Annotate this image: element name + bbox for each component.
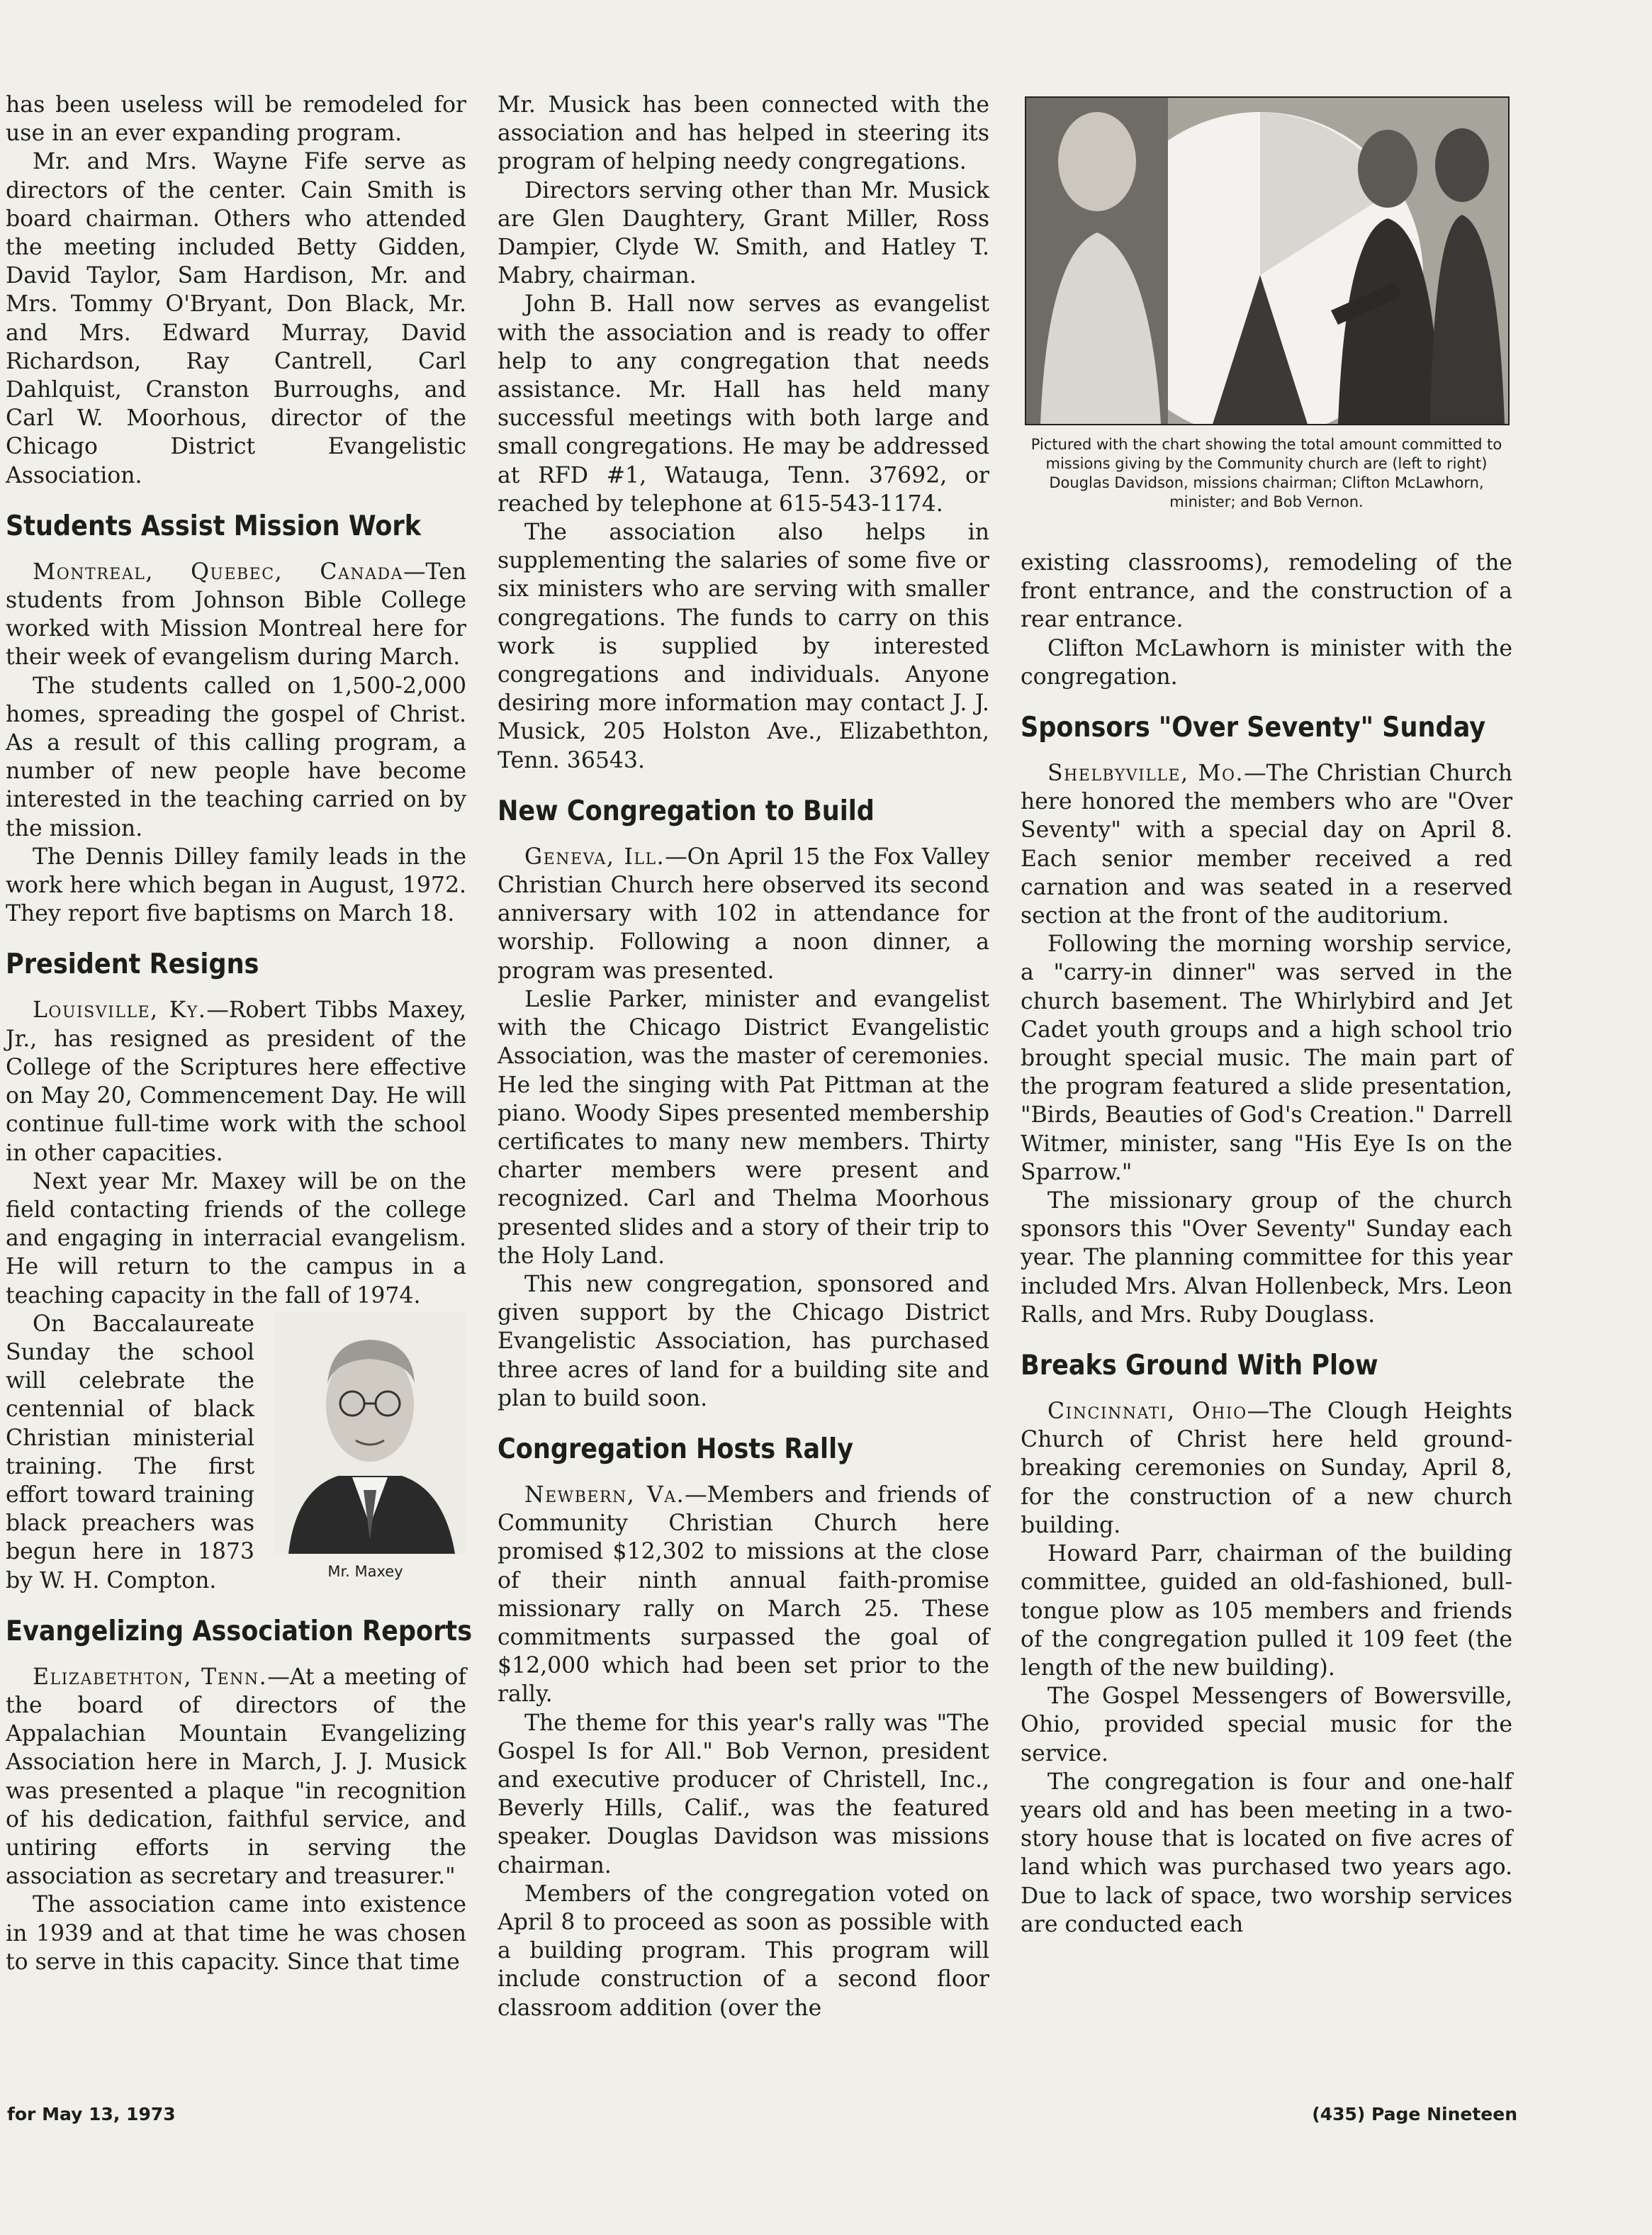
dateline: Shelbyville, Mo. [1047, 761, 1244, 787]
paragraph: Elizabethton, Tenn.—At a meeting of the board of directors of the Appalachian Mountain Evangelizing Association here in March, J. J. Musick was presented a plaque "in recognition of his dedication, faithful service, and untiring efforts in serving the association as secretary and treasurer." [6, 1664, 466, 1890]
paragraph: Cincinnati, Ohio—The Clough Heights Church of Christ here held ground-breaking ceremonies on Sunday, April 8, for the construction of a new church building. [1021, 1399, 1512, 1538]
paragraph: The Gospel Messengers of Bowersville, Ohio, provided special music for the service. [1021, 1684, 1512, 1766]
paragraph: Howard Parr, chairman of the building committee, guided an old-fashioned, bull-tongue plow as 105 members and friends of the congregation pulled it 109 feet (the length of the new building). [1021, 1541, 1512, 1681]
column-2 [498, 91, 989, 2022]
dateline: Newbern, Va. [524, 1481, 685, 1508]
paragraph: Newbern, Va.—Members and friends of Community Christian Church here promised $12,302 to missions at the close of their ninth annual faith-promise missionary rally on March 25. These commitments surpassed the goal of $12,000 which had been set prior to the rally. [498, 1481, 989, 1708]
paragraph: Mr. Musick has been connected with the association and has helped in steering its program of helping needy congregations. [498, 92, 989, 175]
paragraph: The students called on 1,500-2,000 homes, spreading the gospel of Christ. As a result of this calling program, a number of new people have become interested in the teaching carried on by the mission. [6, 673, 466, 841]
headline-congregation-hosts-rally: Congregation Hosts Rally [498, 1433, 853, 1465]
paragraph: Louisville, Ky.—Robert Tibbs Maxey, Jr., has resigned as president of the College of the Scriptures here effective on May 20, Commencement Day. He will continue full-time work with the school in other capacities. [6, 997, 466, 1166]
headline-president-resigns: President Resigns [6, 948, 259, 981]
paragraph: Directors serving other than Mr. Musick are Glen Daughtery, Grant Miller, Ross Dampier, Clyde W. Smith, and Hatley T. Mabry, chairman. [498, 177, 989, 289]
dateline: Elizabethton, Tenn. [33, 1664, 268, 1690]
paragraph: Members of the congregation voted on April 8 to proceed as soon as possible with a building program. This program will include construction of a second floor classroom addition (over the [498, 1881, 989, 2021]
paragraph: Shelbyville, Mo.—The Christian Church here honored the members who are "Over Seventy" with a special day on April 8. Each senior member received a red carnation and was seated in a reserved section at the front of the auditorium. [1021, 761, 1512, 929]
dateline: Montreal, Quebec, Canada [33, 559, 403, 585]
paragraph: has been useless will be remodeled for use in an ever expanding program. [6, 92, 466, 147]
paragraph: The association came into existence in 1939 and at that time he was chosen to serve in this capacity. Since that time [6, 1892, 466, 1975]
paragraph: Following the morning worship service, a "carry-in dinner" was served in the church basement. The Whirlybird and Jet Cadet youth groups and a high school trio brought special music. The main part of the program featured a slide presentation, "Birds, Beauties of God's Creation." Darrell Witmer, minister, sang "His Eye Is on the Sparrow." [1021, 931, 1512, 1185]
footer-page-number: (435) Page Nineteen [1312, 2104, 1517, 2124]
headline-evangelizing-association: Evangelizing Association Reports [6, 1615, 473, 1647]
dateline: Cincinnati, Ohio [1047, 1399, 1247, 1425]
paragraph: This new congregation, sponsored and given support by the Chicago District Evangelistic Association, has purchased three acres of land for a building site and plan to build soon. [498, 1271, 989, 1411]
paragraph: Geneva, Ill.—On April 15 the Fox Valley Christian Church here observed its second anniversary with 102 in attendance for worship. Following a noon dinner, a program was presented. [498, 844, 989, 984]
maxey-caption: Mr. Maxey [327, 1562, 403, 1580]
paragraph: John B. Hall now serves as evangelist with the association and is ready to offer help to any congregation that needs assistance. Mr. Hall has held many successful meetings with both large and small congregations. He may be addressed at RFD #1, Watauga, Tenn. 37692, or reached by telephone at 615-543-1174. [498, 291, 989, 517]
footer-date: for May 13, 1973 [7, 2104, 176, 2124]
paragraph: Next year Mr. Maxey will be on the field contacting friends of the college and engaging in interracial evangelism. He will return to the campus in a teaching capacity in the fall of 1974. [6, 1168, 466, 1309]
column-3 [1021, 96, 1512, 1939]
paragraph: The association also helps in supplementing the salaries of some five or six ministers who are serving with smaller congregations. The funds to carry on this work is supplied by interested congregations and individuals. Anyone desiring more information may contact J. J. Musick, 205 Holston Ave., Elizabethton, Tenn. 36543. [498, 520, 989, 773]
paragraph: Leslie Parker, minister and evangelist with the Chicago District Evangelistic Association, was the master of ceremonies. He led the singing with Pat Pittman at the piano. Woody Sipes presented membership certificates to many new members. Thirty charter members were present and recognized. Carl and Thelma Moorhous presented slides and a story of their trip to the Holy Land. [498, 986, 989, 1269]
paragraph: The Dennis Dilley family leads in the work here which began in August, 1972. They report five baptisms on March 18. [6, 844, 466, 927]
paragraph: On Baccalaureate Sunday the school will celebrate the centennial of black Christian ministerial training. The first effort toward training black preachers was begun here in 1873 by W. H. Compton. [6, 1311, 254, 1593]
headline-students-assist: Students Assist Mission Work [6, 510, 422, 542]
headline-new-congregation: New Congregation to Build [498, 795, 875, 827]
paragraph: Mr. and Mrs. Wayne Fife serve as directors of the center. Cain Smith is board chairman. Others who attended the meeting included Betty Gidden, David Taylor, Sam Hardison, Mr. and Mrs. Tommy O'Bryant, Don Black, Mr. and Mrs. Edward Murray, David Richardson, Ray Cantrell, Carl Dahlquist, Cranston Burroughs, and Carl W. Moorhous, director of the Chicago District Evangelistic Association. [6, 149, 466, 488]
missions-chart-photo [1025, 96, 1510, 425]
headline-breaks-ground: Breaks Ground With Plow [1021, 1350, 1378, 1382]
maxey-portrait [274, 1313, 466, 1554]
headline-over-seventy: Sponsors "Over Seventy" Sunday [1021, 712, 1486, 744]
paragraph: Montreal, Quebec, Canada—Ten students from Johnson Bible College worked with Mission Montreal here for their week of evangelism during March. [6, 559, 466, 671]
paragraph: The theme for this year's rally was "The Gospel Is for All." Bob Vernon, president and executive producer of Christell, Inc., Beverly Hills, Calif., was the featured speaker. Douglas Davidson was missions chairman. [498, 1710, 989, 1878]
photo-caption: Pictured with the chart showing the total amount committed to missions giving by the Community church are (left to right) Douglas Davidson, missions chairman; Clifton McLawhorn, minister; and Bob Vernon. [1030, 436, 1502, 510]
paragraph: Clifton McLawhorn is minister with the congregation. [1021, 635, 1512, 690]
dateline: Louisville, Ky. [33, 997, 207, 1024]
paragraph: existing classrooms), remodeling of the front entrance, and the construction of a rear entrance. [1021, 550, 1512, 633]
paragraph: The congregation is four and one-half years old and has been meeting in a two-story house that is located on five acres of land which was purchased two years ago. Due to lack of space, two worship services are conducted each [1021, 1769, 1512, 1937]
dateline: Geneva, Ill. [524, 844, 665, 870]
column-1 [6, 91, 473, 1976]
paragraph: The missionary group of the church sponsors this "Over Seventy" Sunday each year. The planning committee for this year included Mrs. Alvan Hollenbeck, Mrs. Leon Ralls, and Mrs. Ruby Douglass. [1021, 1188, 1512, 1328]
maxey-photo-block [264, 1313, 466, 1581]
